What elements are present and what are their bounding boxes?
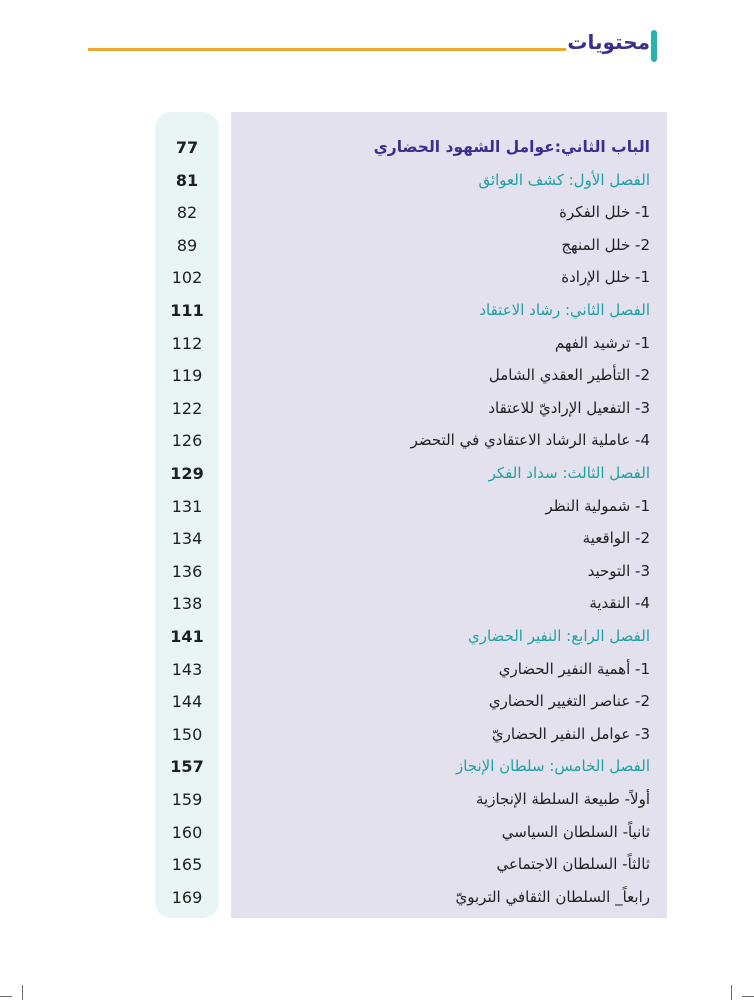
toc-entry-title: الفصل الثاني: رشاد الاعتقاد: [479, 301, 650, 319]
toc-page-number: 159: [171, 790, 203, 809]
crop-mark: [0, 996, 12, 997]
toc-chapter-row: [0, 462, 754, 490]
toc-page-number: 143: [171, 660, 203, 679]
toc-item-row: [0, 690, 754, 718]
crop-mark: [731, 985, 732, 1000]
toc-page-number: 89: [176, 236, 198, 255]
toc-page-number: 144: [171, 692, 203, 711]
toc-entry-title: الفصل الرابع: النفير الحضاري: [467, 627, 650, 645]
toc-item-row: [0, 527, 754, 555]
toc-page-number: 169: [171, 888, 203, 907]
toc-item-row: [0, 560, 754, 588]
toc-page-number: 138: [171, 594, 203, 613]
toc-page-number: 119: [171, 366, 203, 385]
toc-item-row: [0, 364, 754, 392]
toc-entry-title: 3- التفعيل الإراديّ للاعتقاد: [488, 399, 650, 417]
toc-item-row: [0, 201, 754, 229]
toc-entry-title: 2- خلل المنهج: [561, 236, 650, 254]
toc-item-row: [0, 592, 754, 620]
toc-item-row: [0, 886, 754, 914]
toc-entry-title: 4- النقدية: [589, 594, 650, 612]
toc-entry-title: أولاً- طبيعة السلطة الإنجازية: [476, 790, 650, 808]
toc-entry-title: الفصل الخامس: سلطان الإنجاز: [455, 757, 650, 775]
toc-page-number: 102: [171, 268, 203, 287]
toc-item-row: [0, 495, 754, 523]
toc-entry-title: 1- خلل الإرادة: [561, 268, 650, 286]
header-accent-tab: [651, 30, 657, 62]
toc-page-number: 141: [170, 627, 204, 646]
toc-entry-title: ثانياً- السلطان السياسي: [501, 823, 650, 841]
toc-page-number: 160: [171, 823, 203, 842]
header-divider-line: [88, 48, 566, 51]
toc-item-row: [0, 658, 754, 686]
toc-entry-title: 1- ترشيد الفهم: [554, 334, 650, 352]
toc-entry-title: 1- شمولية النظر: [545, 497, 650, 515]
toc-page-number: 129: [170, 464, 204, 483]
toc-entry-title: الباب الثاني:عوامل الشهود الحضاري: [373, 138, 650, 156]
toc-part-row: [0, 136, 754, 164]
toc-item-row: [0, 788, 754, 816]
crop-mark: [22, 985, 23, 1000]
toc-page-number: 150: [171, 725, 203, 744]
toc-entry-title: 3- عوامل النفير الحضاريّ: [491, 725, 650, 743]
toc-item-row: [0, 397, 754, 425]
toc-entry-title: الفصل الثالث: سداد الفكر: [488, 464, 650, 482]
toc-item-row: [0, 266, 754, 294]
toc-page-number: 112: [171, 334, 203, 353]
toc-page-number: 157: [170, 757, 204, 776]
toc-chapter-row: [0, 169, 754, 197]
toc-chapter-row: [0, 299, 754, 327]
toc-item-row: [0, 429, 754, 457]
toc-entry-title: 2- عناصر التغيير الحضاري: [488, 692, 650, 710]
toc-chapter-row: [0, 625, 754, 653]
toc-entry-title: 1- خلل الفكرة: [559, 203, 650, 221]
toc-entry-title: ثالثاً- السلطان الاجتماعي: [496, 855, 650, 873]
toc-page-number: 82: [176, 203, 198, 222]
crop-mark: [742, 996, 754, 997]
toc-page-number: 136: [171, 562, 203, 581]
toc-page-number: 134: [171, 529, 203, 548]
toc-chapter-row: [0, 755, 754, 783]
toc-page-number: 126: [171, 431, 203, 450]
toc-item-row: [0, 234, 754, 262]
toc-item-row: [0, 853, 754, 881]
toc-page-number: 111: [170, 301, 204, 320]
toc-entry-title: 2- الواقعية: [582, 529, 650, 547]
toc-page-number: 122: [171, 399, 203, 418]
toc-entry-title: 2- التأطير العقدي الشامل: [488, 366, 650, 384]
toc-item-row: [0, 723, 754, 751]
toc-entry-title: رابعاً_ السلطان الثقافي التربويّ: [455, 888, 650, 906]
toc-page-number: 77: [175, 138, 199, 157]
toc-entry-title: 4- عاملية الرشاد الاعتقادي في التحضر: [410, 431, 650, 449]
toc-item-row: [0, 821, 754, 849]
toc-page-number: 165: [171, 855, 203, 874]
toc-entry-title: 1- أهمية النفير الحضاري: [498, 660, 650, 678]
toc-item-row: [0, 332, 754, 360]
toc-page-number: 131: [171, 497, 203, 516]
toc-entry-title: 3- التوحيد: [587, 562, 650, 580]
toc-page-number: 81: [175, 171, 199, 190]
page-title: محتويات: [567, 30, 650, 54]
toc-entry-title: الفصل الأول: كشف العوائق: [478, 171, 650, 189]
